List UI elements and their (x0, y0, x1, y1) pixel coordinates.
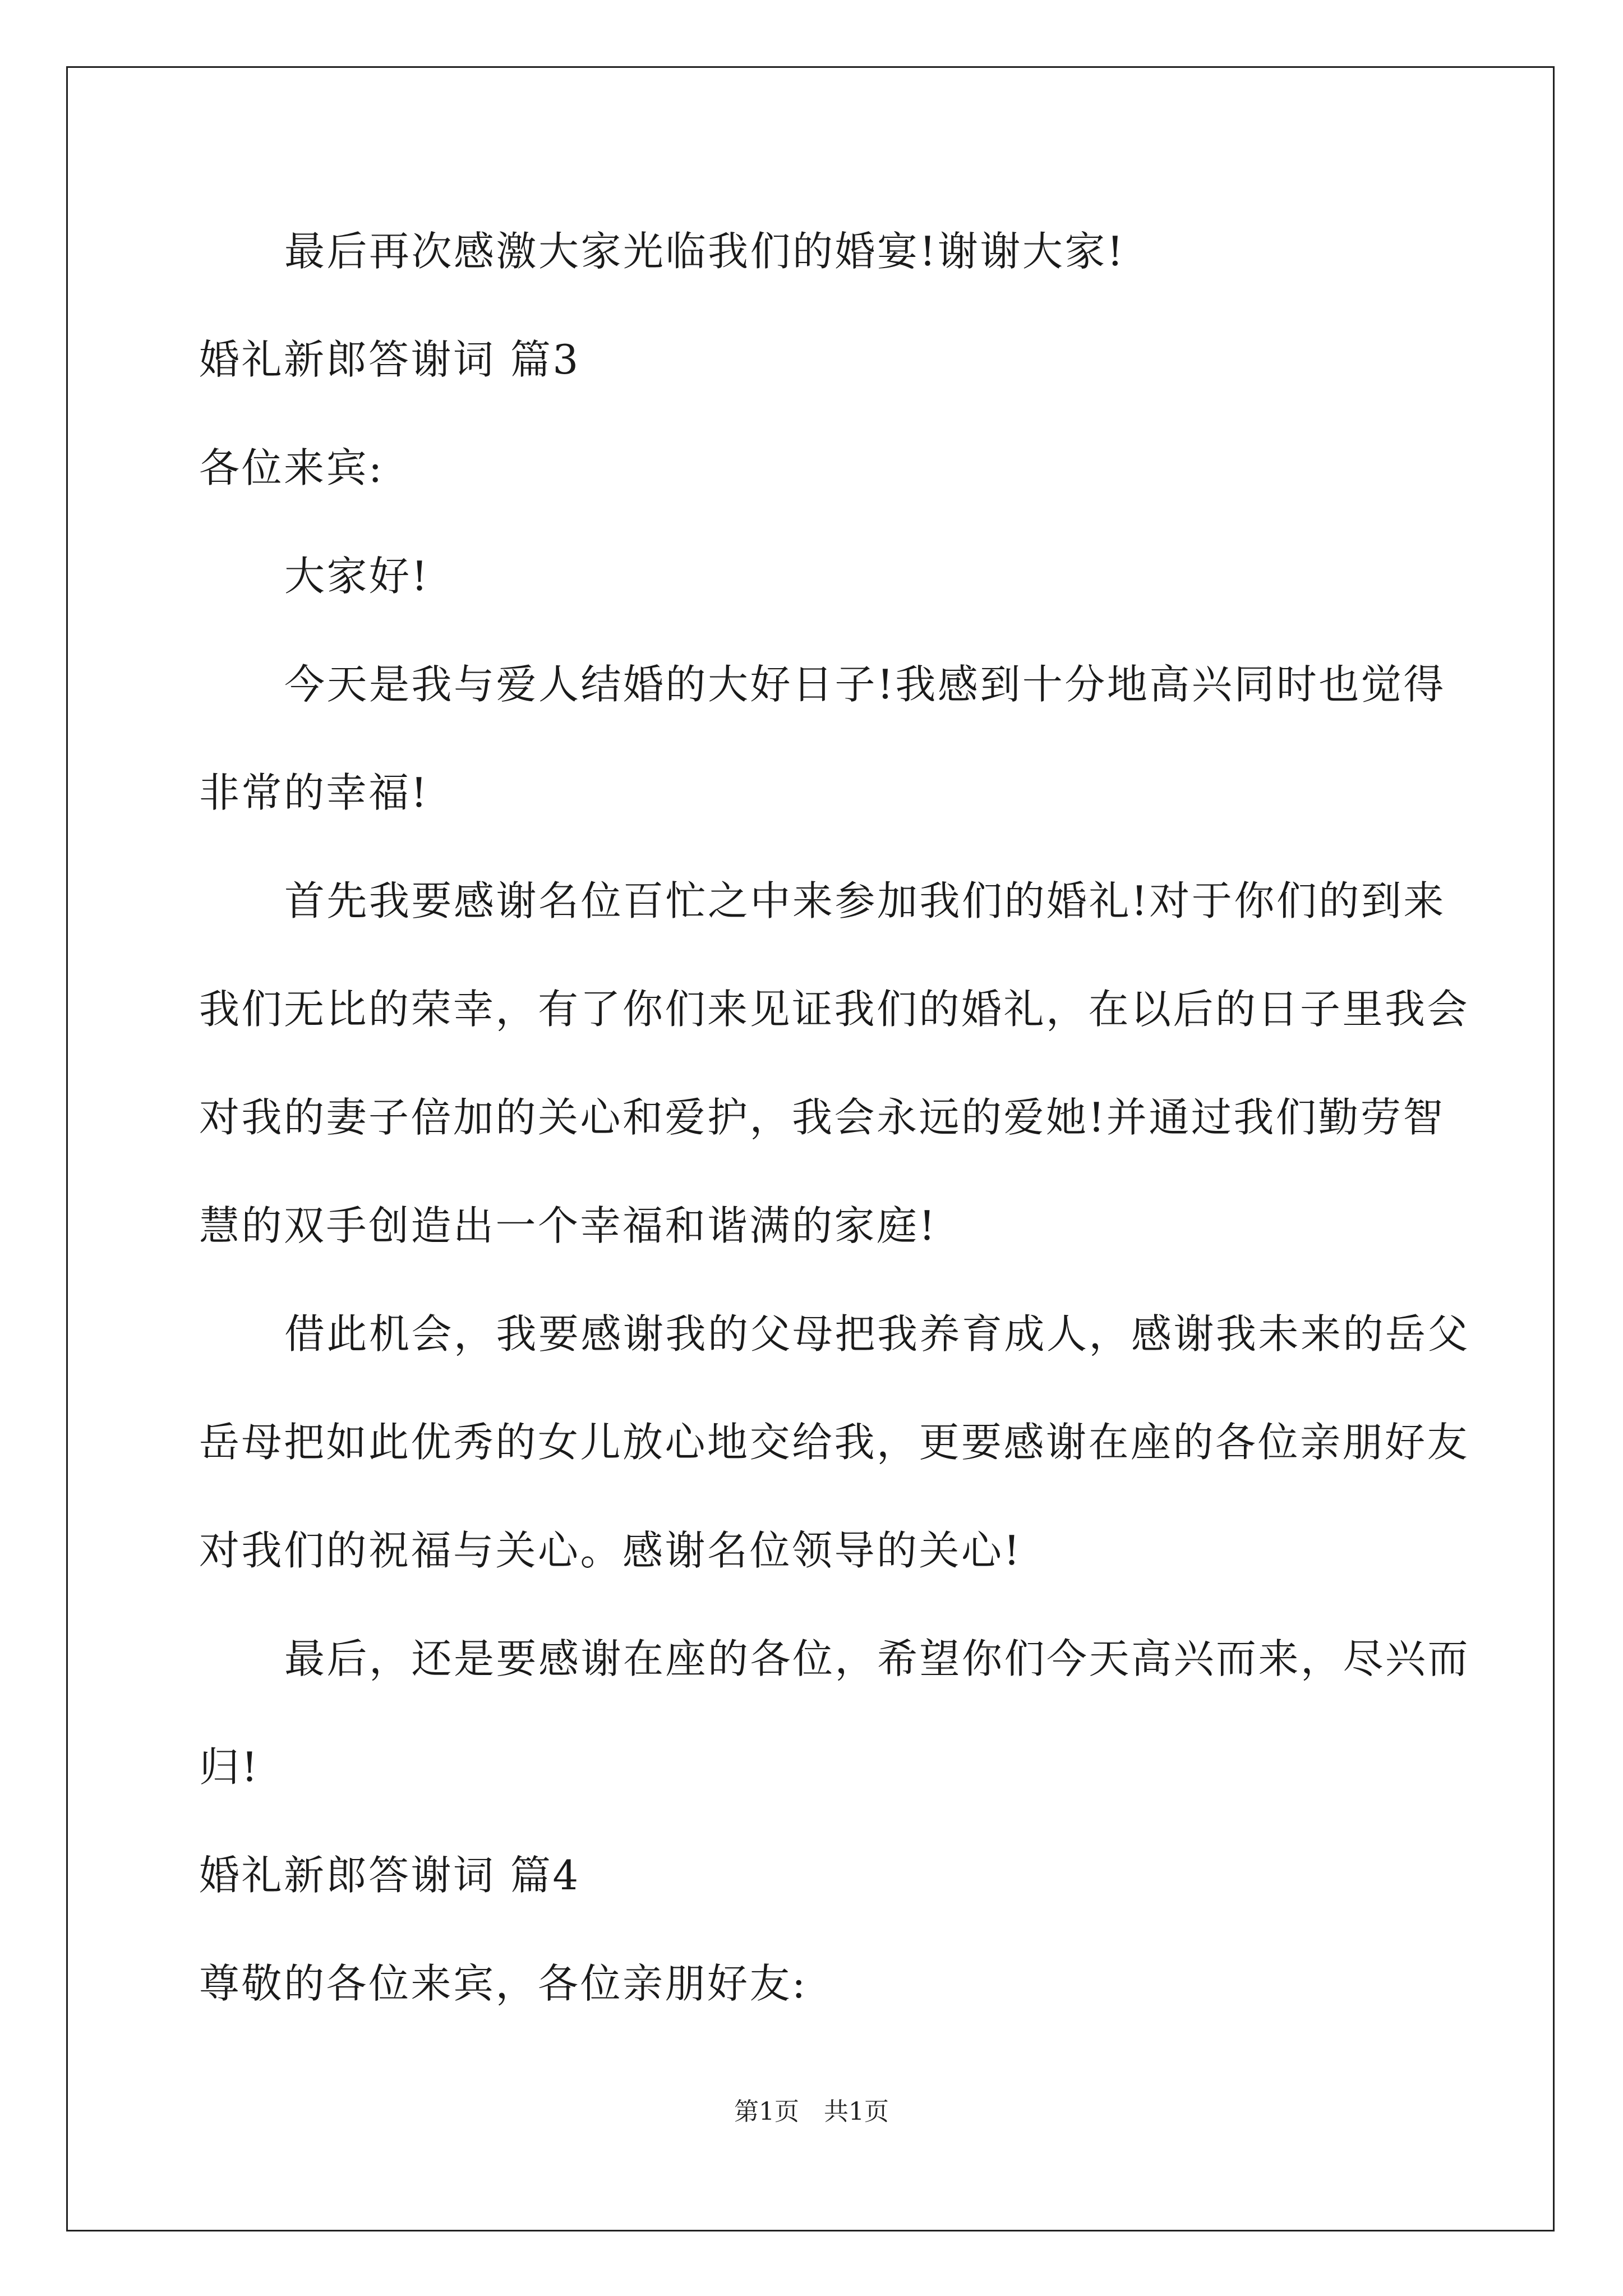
section-heading: 婚礼新郎答谢词 篇4 (199, 1852, 580, 1899)
paragraph-line: 慧的双手创造出一个幸福和谐满的家庭! (199, 1202, 937, 1249)
paragraph-line: 最后再次感激大家光临我们的婚宴!谢谢大家! (284, 228, 1126, 275)
page-border (66, 66, 1555, 2231)
paragraph-line: 大家好! (284, 553, 430, 600)
paragraph-line: 我们无比的荣幸，有了你们来见证我们的婚礼，在以后的日子里我会 (199, 986, 1470, 1033)
paragraph-line: 归! (199, 1743, 260, 1791)
page-number-footer: 第1页 共1页 (734, 2097, 889, 2126)
section-heading: 婚礼新郎答谢词 篇3 (199, 336, 580, 383)
salutation: 各位来宾: (199, 444, 384, 491)
paragraph-line: 对我的妻子倍加的关心和爱护，我会永远的爱她!并通过我们勤劳智 (199, 1094, 1445, 1141)
salutation: 尊敬的各位来宾，各位亲朋好友: (199, 1960, 808, 2007)
paragraph-line: 首先我要感谢名位百忙之中来参加我们的婚礼!对于你们的到来 (284, 877, 1446, 924)
paragraph-line: 借此机会，我要感谢我的父母把我养育成人，感谢我未来的岳父 (284, 1310, 1470, 1358)
paragraph-line: 今天是我与爱人结婚的大好日子!我感到十分地高兴同时也觉得 (284, 661, 1446, 708)
paragraph-line: 对我们的祝福与关心。感谢名位领导的关心! (199, 1527, 1022, 1574)
paragraph-line: 最后，还是要感谢在座的各位，希望你们今天高兴而来，尽兴而 (284, 1635, 1470, 1682)
paragraph-line: 非常的幸福! (199, 769, 429, 816)
paragraph-line: 岳母把如此优秀的女儿放心地交给我，更要感谢在座的各位亲朋好友 (199, 1419, 1470, 1466)
